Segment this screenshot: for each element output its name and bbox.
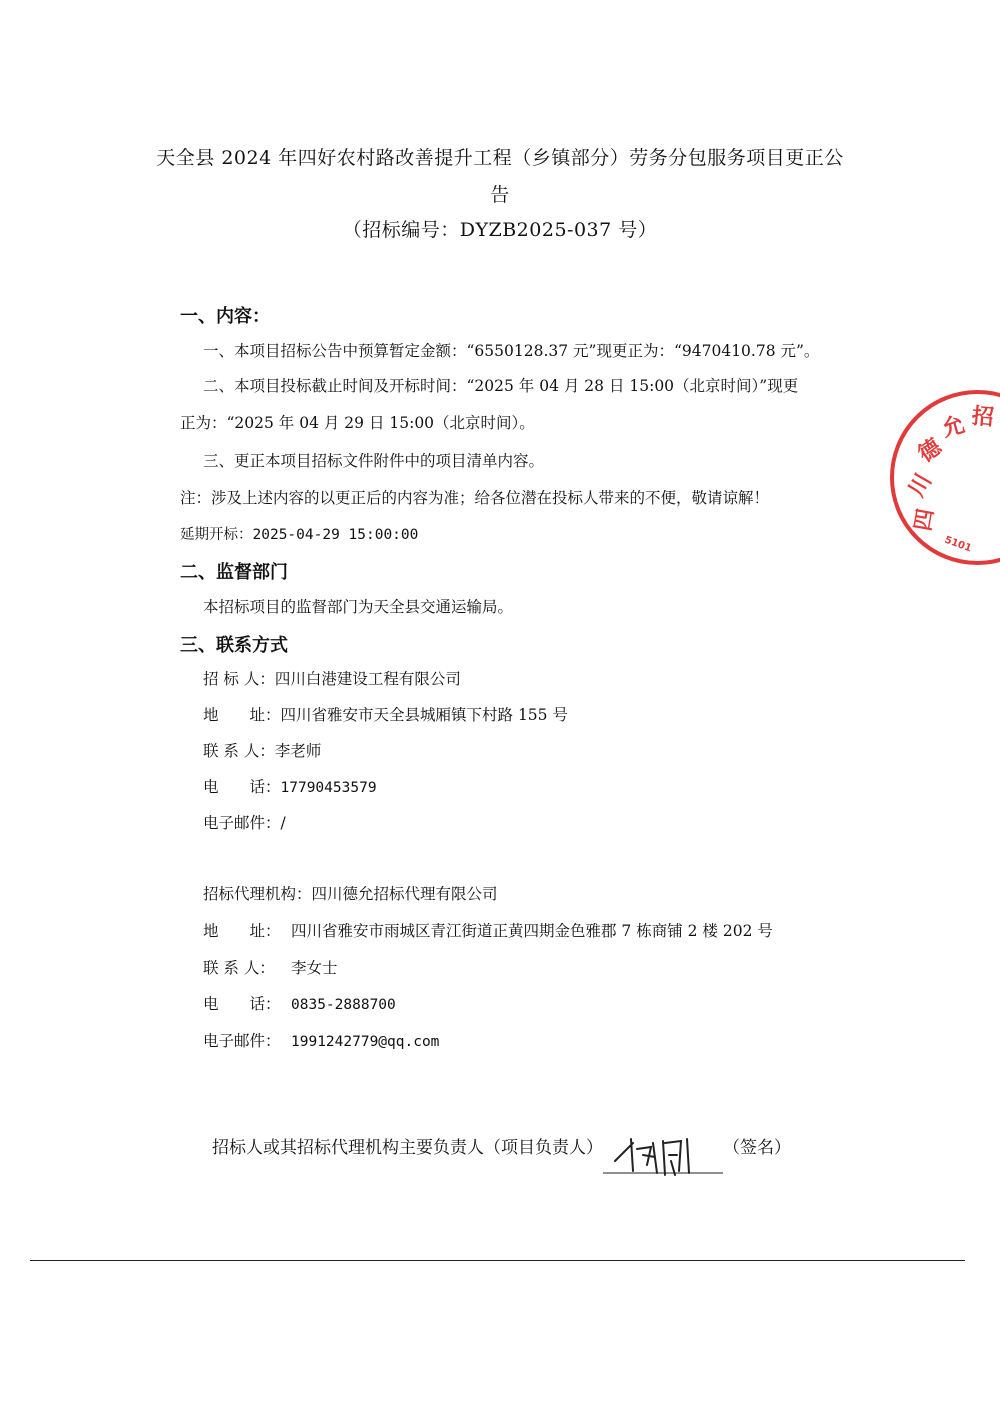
document-title-line2: 告 — [490, 184, 510, 206]
signature-line — [212, 1133, 791, 1158]
tenderer-label: 招 标 人： — [203, 670, 275, 688]
correction-item-2-line1: 二、本项目投标截止时间及开标时间：“2025 年 04 月 28 日 15:00（北京时间）”现更 — [203, 377, 799, 395]
agency-name: 四川德允招标代理有限公司 — [311, 885, 498, 903]
seal-char-1: 四 — [910, 506, 940, 533]
note-text: 注：涉及上述内容的以更正后的内容为准；给各位潜在投标人带来的不便，敬请谅解！ — [180, 489, 770, 507]
tenderer-address-row — [203, 703, 568, 725]
tenderer-contact-label: 联 系 人： — [203, 742, 275, 760]
correction-item-1: 一、本项目招标公告中预算暂定金额：“6550128.37 元”现更正为：“9470410.78 元”。 — [203, 342, 820, 360]
tenderer-email-row — [203, 811, 286, 833]
signature-suffix: （签名） — [723, 1138, 791, 1158]
tenderer-address: 四川省雅安市天全县城厢镇下村路 155 号 — [280, 706, 568, 724]
tenderer-name: 四川白港建设工程有限公司 — [274, 670, 461, 688]
agency-contact-label: 联 系 人： — [203, 959, 275, 977]
correction-item-3: 三、更正本项目招标文件附件中的项目清单内容。 — [203, 452, 545, 470]
correction-item-2-line2: 正为：“2025 年 04 月 29 日 15:00（北京时间）。 — [180, 414, 535, 432]
agency-phone: 0835-2888700 — [291, 997, 396, 1013]
section3-heading: 三、联系方式 — [180, 635, 288, 656]
official-seal-icon — [890, 390, 1000, 565]
tenderer-contact-row — [203, 739, 321, 761]
tenderer-phone-row — [203, 775, 377, 797]
signature-prefix: 招标人或其招标代理机构主要负责人（项目负责人） — [212, 1138, 603, 1158]
section1-heading: 一、内容： — [180, 306, 270, 327]
agency-label: 招标代理机构： — [203, 885, 312, 903]
document-title-line1: 天全县 2024 年四好农村路改善提升工程（乡镇部分）劳务分包服务项目更正公 — [156, 147, 844, 169]
tenderer-email: / — [280, 814, 286, 832]
tenderer-address-label: 地 址： — [203, 706, 281, 724]
seal-char-4: 允 — [939, 412, 968, 443]
handwritten-signature-icon — [603, 1131, 723, 1181]
seal-char-2: 川 — [904, 469, 938, 502]
agency-address: 四川省雅安市雨城区青江街道正黄四期金色雅郡 7 栋商铺 2 楼 202 号 — [291, 922, 773, 940]
tenderer-phone: 17790453579 — [280, 780, 377, 796]
agency-address-label: 地 址： — [203, 922, 281, 940]
supervision-text: 本招标项目的监督部门为天全县交通运输局。 — [203, 598, 514, 616]
delayed-opening: 延期开标：2025-04-29 15:00:00 — [180, 527, 419, 543]
tenderer-row — [203, 667, 461, 689]
agency-email: 1991242779@qq.com — [291, 1034, 440, 1050]
agency-row — [203, 882, 498, 904]
agency-email-row — [203, 1029, 439, 1051]
agency-phone-label: 电 话： — [203, 995, 281, 1013]
tenderer-email-label: 电子邮件： — [203, 814, 281, 832]
tenderer-contact: 李老师 — [274, 742, 322, 760]
agency-address-row — [203, 919, 773, 941]
seal-number: 5101 — [942, 534, 973, 555]
agency-phone-row — [203, 992, 396, 1014]
seal-char-3: 德 — [913, 434, 947, 468]
agency-contact: 李女士 — [291, 959, 338, 977]
section2-heading: 二、监督部门 — [180, 562, 288, 583]
bid-number: （招标编号：DYZB2025-037 号） — [342, 219, 658, 241]
seal-char-5: 招 — [970, 404, 995, 431]
footer-divider — [30, 1260, 965, 1261]
agency-email-label: 电子邮件： — [203, 1032, 281, 1050]
tenderer-phone-label: 电 话： — [203, 778, 281, 796]
agency-contact-row — [203, 956, 338, 978]
